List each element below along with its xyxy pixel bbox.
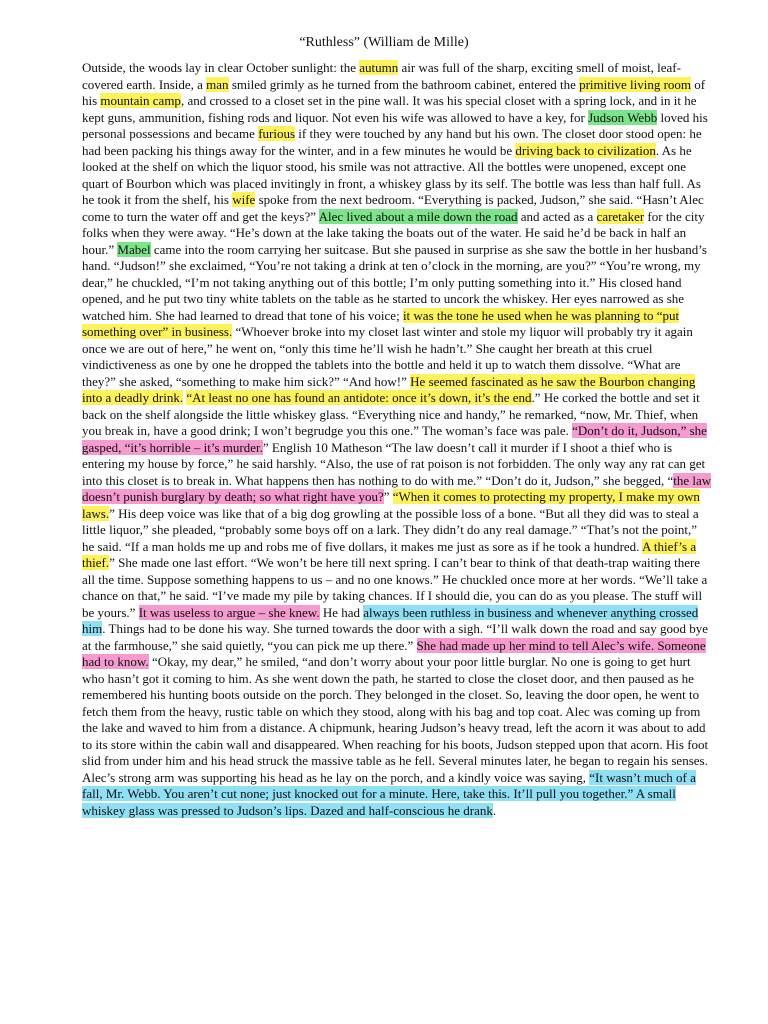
highlighted-text-y: driving back to civilization [515, 142, 656, 158]
body-text: . As he looked at the shelf on which the liquor stood, his smile was not attractive. All the bottles were unopened, except one quart of Bourbon which was placed invitingly in front, a whiskey glass by its self. The bottle was less than half full. As he took it from the shelf, his [82, 142, 701, 207]
highlighted-text-y: primitive living room [579, 76, 692, 92]
body-text: spoke from the next bedroom. “Everything is packed, Judson,” she said. “Hasn’t Alec come to turn the water off and get the keys?” [82, 192, 704, 224]
highlighted-text-y: A thief’s a thief. [82, 538, 697, 570]
highlighted-text-y: man [206, 76, 229, 92]
document-title: “Ruthless” (William de Mille) [299, 35, 469, 50]
body-text: and acted as a [517, 208, 597, 224]
body-text: .” He corked the bottle and set it back on the shelf alongside the little whiskey glass. “Everything nice and handy,” he remarked, “now, Mr. Thief, when you break in, have a good drink; I won’t begrudge you this one.” The woman’s face was pale. [82, 390, 700, 438]
highlighted-text-p: the law doesn’t punish burglary by death; so what right have you? [82, 472, 712, 504]
body-text: “Whoever broke into my closet last winter and stole my liquor will probably try it again once we are out of here,” he went on, “only this time he’ll wish he hadn’t.” She caught her breath at this cruel vindictiveness as one by one he dropped the tablets into the bottle and held it up to watch them dissolve. “What are they?” she asked, “something to make him sick?” “And how!” [82, 324, 693, 389]
highlighted-text-y: autumn [359, 60, 399, 75]
highlighted-text-p: “Don’t do it, Judson,” she gasped, “it’s horrible – it’s murder. [82, 423, 707, 455]
highlighted-text-y: wife [232, 192, 256, 207]
highlighted-text-y: He seemed fascinated as he saw the Bourbon changing into a deadly drink. [82, 373, 696, 405]
body-text: for the city folks when they were away. “He’s down at the lake taking the boats out of the water. He said he’d be back in half an hour.” [82, 208, 705, 257]
body-text: , and crossed to a closet set in the pine wall. It was his special closet with a spring lock, and in it he kept guns, ammunition, fishing rods and liquor. Not even his wife was allowed to have a key, for [82, 93, 697, 125]
highlighted-text-p: It was useless to argue – she knew. [138, 604, 320, 620]
body-text: if they were touched by any hand but his own. The closet door stood open: he had been packing his things away for the winter, and in a few minutes he would be [82, 126, 702, 158]
highlighted-text-y: “At least no one has found an antidote: once it’s down, it’s the end [186, 390, 532, 405]
body-text: . [492, 802, 497, 818]
highlighted-text-b: always been ruthless in business and whenever anything crossed him [82, 604, 699, 636]
highlighted-text-y: it was the tone he used when he was planning to “put something over” in business. [82, 307, 680, 339]
body-text: “Okay, my dear,” he smiled, “and don’t worry about your poor little burglar. No one is going to get hurt who hasn’t got it coming to him. As she went down the path, he started to close the closet door, and then paused as he remembered his hunting boots outside on the porch. They belonged in the closet. So, leaving the door open, he went to fetch them from the heavy, rustic table on which they stood, along with his bag and top coat. Alec was coming up from the lake and waved to him from a distance. A chipmunk, hearing Judson’s heavy tread, left the acorn it was about to add to its store within the cabin wall and disappeared. When reaching for his boots, Judson stepped upon that acorn. His foot slid from under him and his head struck the massive table as he fell. Several minutes later, he began to regain his senses. Alec’s strong arm was supporting his head as he lay on the porch, and a kindly voice was saying, [82, 654, 709, 785]
highlighted-text-y: furious [258, 126, 296, 141]
body-text: . Things had to be done his way. She turned towards the door with a sigh. “I’ll walk down the road and say good bye at the farmhouse,” she said quietly, “you can pick me up there.” [82, 621, 709, 653]
highlighted-text-p: She had made up her mind to tell Alec’s wife. Someone had to know. [82, 637, 706, 669]
body-text: ” She made one last effort. “We won’t be here till next spring. I can’t bear to think of that death-trap waiting there all the time. Suppose something happens to us – and no one knows.” He chuckled once more at her words. “We’ll take a chance on that,” he said. “I’ve made my pile by taking chances. If I should die, you can do as you please. The stuff will be yours.” [82, 555, 708, 620]
body-text: of his [82, 76, 706, 108]
body-text: ” His deep voice was like that of a big dog growling at the possible loss of a bone. “But all they did was to steal a little liquor,” she pleaded, “probably some boys off on a lark. They didn’t do any real damage.” “That’s not the point,” he said. “If a man holds me up and robs me of five dollars, it makes me just as sore as if he took a hundred. [82, 505, 699, 554]
body-text: came into the room carrying her suitcase. But she paused in surprise as she saw the bottle in her husband’s hand. “Judson!” she exclaimed, “You’re not taking a drink at ten o’clock in the morning, are you?” “You’re wrong, my dear,” he chuckled, “I’m not taking anything out of this bottle; I’m only putting something into it.” His closed hand opened, and he put two tiny white tablets on the table as he started to uncork the whiskey. Her eyes narrowed as she watched him. She had learned to dread that tone of his voice; [82, 241, 707, 323]
highlighted-text-g: Mabel [117, 241, 151, 257]
body-text: ” [383, 489, 393, 504]
highlighted-text-b: “It wasn’t much of a fall, Mr. Webb. You aren’t cut none; just knocked out for a minute. Here, take this. It’ll pull you together.” A small whiskey glass was pressed to Judson’s lips. Dazed and half-conscious he drank [82, 769, 696, 818]
body-text: He had [319, 604, 364, 620]
story-body [82, 60, 712, 819]
highlighted-text-g: Alec lived about a mile down the road [318, 208, 518, 224]
highlighted-text-y: caretaker [596, 208, 645, 224]
body-text: loved his personal possessions and became [82, 109, 708, 141]
body-text: air was full of the sharp, exciting smell of moist, leaf-covered earth. Inside, a [82, 60, 681, 92]
highlighted-text-g: Judson Webb [588, 109, 658, 125]
body-text: Outside, the woods lay in clear October sunlight: the [82, 60, 360, 75]
body-text: smiled grimly as he turned from the bathroom cabinet, entered the [228, 76, 580, 92]
body-text: ” English 10 Matheson “The law doesn’t call it murder if I shoot a thief who is entering my house by force,” he said harshly. “Also, the use of rat poison is not forbidden. The only way any rat can get into this closet is to break in. What happens then has nothing to do with me.” “Don’t do it, Judson,” she begged, “ [82, 439, 706, 488]
highlighted-text-y: mountain camp [100, 93, 181, 108]
highlighted-text-y: “When it comes to protecting my property, I make my own laws. [82, 489, 700, 521]
